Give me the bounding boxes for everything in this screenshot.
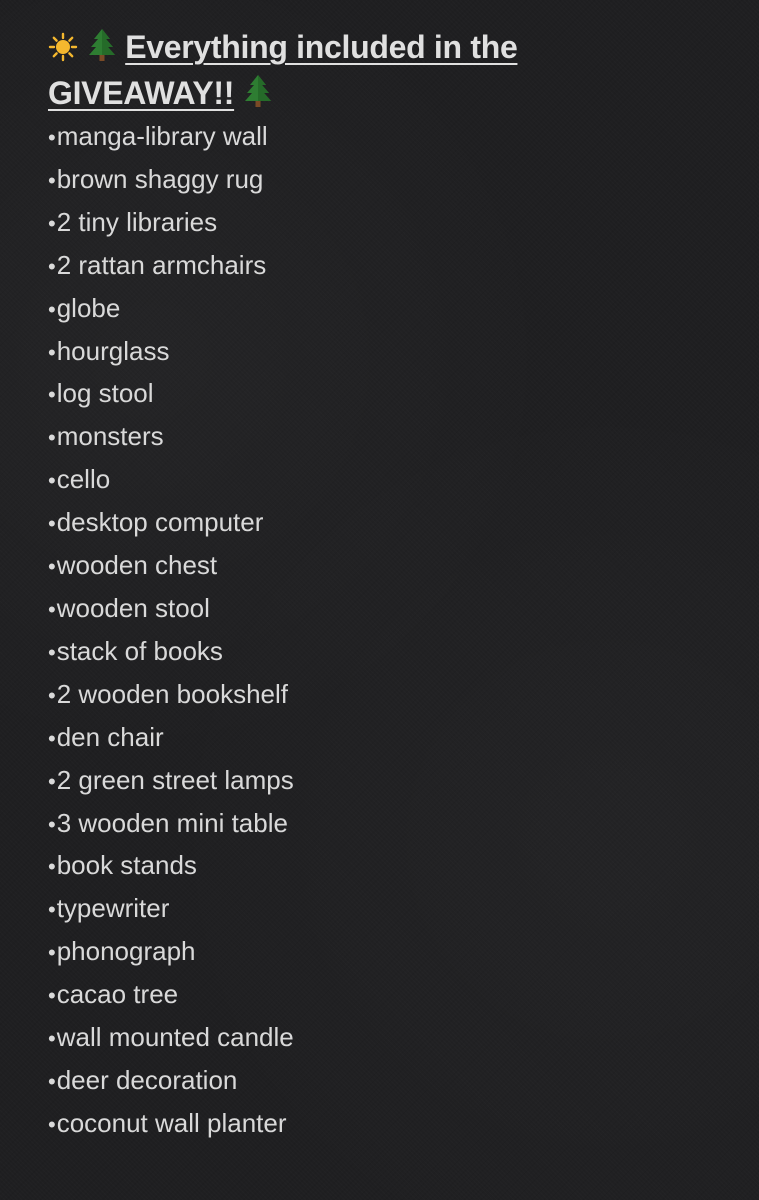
list-item-label: 3 wooden mini table xyxy=(56,807,288,838)
list-item-label: typewriter xyxy=(56,893,170,924)
bullet: • xyxy=(48,1111,56,1137)
list-item-label: coconut wall planter xyxy=(56,1107,287,1138)
list-item xyxy=(48,202,738,245)
list-item-label: wall mounted candle xyxy=(56,1022,294,1053)
list-item xyxy=(48,245,738,288)
sun-emoji-icon xyxy=(48,32,78,62)
list-item xyxy=(48,931,738,974)
bullet: • xyxy=(48,125,56,150)
list-item xyxy=(48,845,738,888)
list-item-label: cello xyxy=(56,464,111,495)
list-item xyxy=(48,1017,738,1060)
evergreen-tree-emoji-icon xyxy=(87,28,117,62)
list-item-label: desktop computer xyxy=(56,507,264,538)
bullet: • xyxy=(48,639,56,665)
bullet: • xyxy=(48,596,56,622)
note-body xyxy=(48,24,738,1146)
list-item-label: monsters xyxy=(56,421,164,452)
list-item xyxy=(48,288,738,331)
title-line-1: Everything included in the xyxy=(125,29,518,65)
bullet: • xyxy=(48,682,56,708)
bullet: • xyxy=(48,897,56,923)
list-item xyxy=(48,502,738,545)
list-item-label: den chair xyxy=(56,721,164,752)
bullet: • xyxy=(48,210,56,236)
list-item xyxy=(48,545,738,588)
list-item-label: book stands xyxy=(56,850,197,881)
list-item-label: cacao tree xyxy=(56,979,179,1010)
list-item xyxy=(48,674,738,717)
list-item-label: globe xyxy=(56,292,121,323)
bullet: • xyxy=(48,554,56,580)
bullet: • xyxy=(48,854,56,880)
bullet: • xyxy=(48,983,56,1009)
list-item-label: phonograph xyxy=(56,936,196,967)
bullet: • xyxy=(48,511,56,537)
bullet: • xyxy=(48,940,56,966)
list-item xyxy=(48,760,738,803)
bullet: • xyxy=(48,1026,56,1052)
list-item xyxy=(48,459,738,502)
list-item-label: log stool xyxy=(56,378,154,409)
list-item xyxy=(48,416,738,459)
bullet: • xyxy=(48,811,56,837)
note-title xyxy=(48,24,738,116)
list-item xyxy=(48,974,738,1017)
bullet: • xyxy=(48,167,56,193)
bullet: • xyxy=(48,425,56,451)
bullet: • xyxy=(48,253,56,279)
list-item xyxy=(48,159,738,202)
list-item xyxy=(48,331,738,374)
list-item-label: 2 wooden bookshelf xyxy=(56,678,288,709)
bullet: • xyxy=(48,339,56,365)
title-line-2: GIVEAWAY!! xyxy=(48,75,235,111)
list-item xyxy=(48,631,738,674)
list-item xyxy=(48,888,738,931)
list-item xyxy=(48,1060,738,1103)
list-item-label: manga-library wall xyxy=(56,121,268,151)
list-item xyxy=(48,717,738,760)
list-item-label: deer decoration xyxy=(56,1064,238,1095)
list-item xyxy=(48,116,738,159)
list-item-label: 2 green street lamps xyxy=(56,764,294,795)
giveaway-item-list xyxy=(48,116,738,1146)
list-item xyxy=(48,1103,738,1146)
bullet: • xyxy=(48,768,56,794)
bullet: • xyxy=(48,725,56,751)
bullet: • xyxy=(48,468,56,494)
list-item-label: wooden stool xyxy=(56,592,210,623)
list-item xyxy=(48,588,738,631)
list-item-label: brown shaggy rug xyxy=(56,163,264,194)
list-item-label: stack of books xyxy=(56,635,223,666)
bullet: • xyxy=(48,1068,56,1094)
list-item-label: hourglass xyxy=(56,335,170,366)
list-item xyxy=(48,373,738,416)
evergreen-tree-emoji-icon xyxy=(243,74,273,108)
list-item-label: wooden chest xyxy=(56,550,218,581)
list-item-label: 2 rattan armchairs xyxy=(56,249,267,280)
list-item xyxy=(48,803,738,846)
bullet: • xyxy=(48,296,56,322)
list-item-label: 2 tiny libraries xyxy=(56,206,218,237)
bullet: • xyxy=(48,382,56,408)
